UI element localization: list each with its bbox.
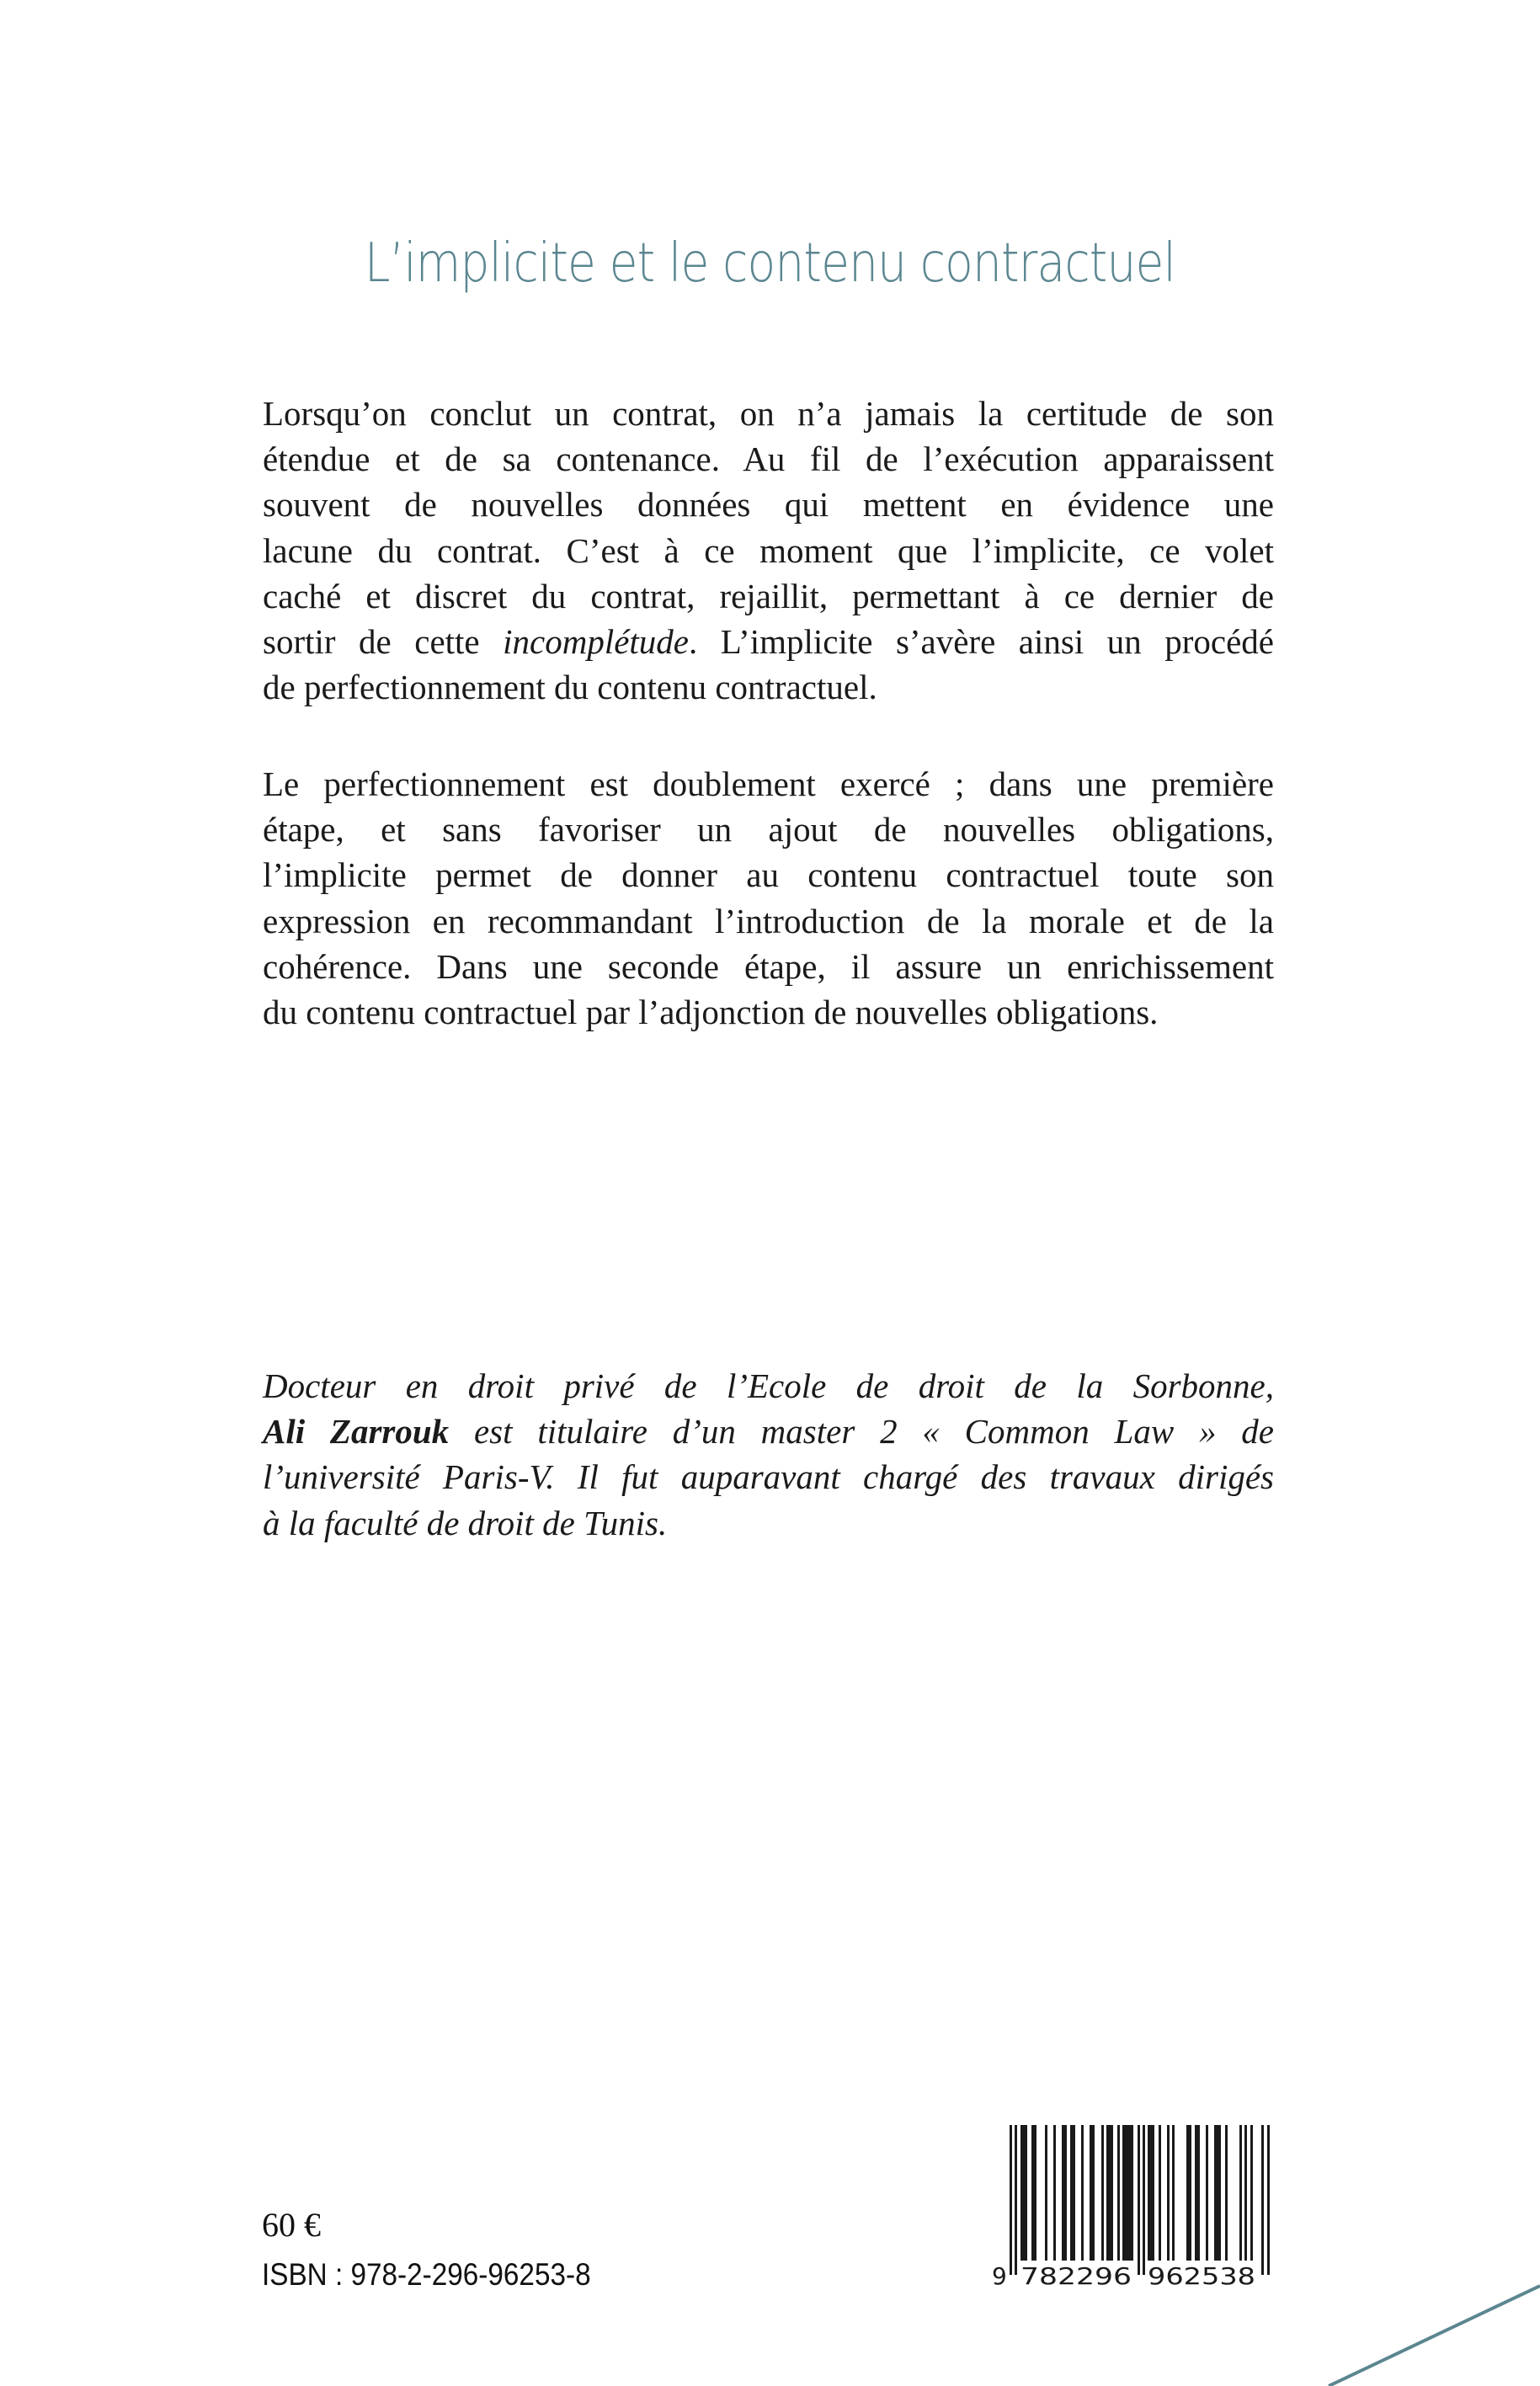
text-line: étape, et sans favoriser un ajout de nouvelles obligations, (263, 810, 1274, 849)
text-line: expression en recommandant l’introduction de la morale et de la (263, 901, 1274, 940)
text-line: Docteur en droit privé de l’Ecole de droit de la Sorbonne, (263, 1366, 1274, 1405)
italic-term: incomplétude (503, 621, 690, 661)
text-segment: sortir de cette (263, 621, 504, 661)
isbn: ISBN : 978-2-296-96253-8 (262, 2257, 591, 2292)
author-name: Ali Zarrouk (263, 1412, 450, 1451)
text-line: Le perfectionnement est doublement exercé ; dans une première (263, 764, 1274, 803)
text-line: souvent de nouvelles données qui mettent en évidence une (263, 485, 1274, 525)
text-line: l’implicite permet de donner au contenu contractuel toute son (263, 855, 1274, 895)
text-line: du contenu contractuel par l’adjonction de nouvelles obligations. (263, 992, 1159, 1031)
text-line: caché et discret du contrat, rejaillit, permettant à ce dernier de (263, 576, 1274, 615)
price: 60 € (262, 2206, 321, 2244)
text-line: à la faculté de droit de Tunis. (263, 1503, 668, 1542)
text-line: cohérence. Dans une seconde étape, il assure un enrichissement (263, 946, 1274, 986)
text-line: Lorsqu’on conclut un contrat, on n’a jamais la certitude de son (263, 394, 1274, 433)
text-line: étendue et de sa contenance. Au fil de l’exécution apparaissent (263, 439, 1274, 479)
barcode-first-digit: 9 (992, 2262, 1007, 2290)
text-line: l’université Paris-V. Il fut auparavant chargé des travaux dirigés (263, 1457, 1274, 1497)
text-line: lacune du contrat. C’est à ce moment que l’implicite, ce volet (263, 530, 1274, 570)
book-title: L’implicite et le contenu contractuel (364, 232, 1175, 295)
text-segment: . L’implicite s’avère ainsi un procédé (689, 621, 1274, 661)
text-segment: est titulaire d’un master 2 « Common Law » de (449, 1412, 1274, 1451)
barcode-left-digits: 782296 (1020, 2262, 1132, 2290)
barcode-right-digits: 962538 (1148, 2262, 1255, 2290)
text-line: de perfectionnement du contenu contractuel. (263, 668, 877, 707)
